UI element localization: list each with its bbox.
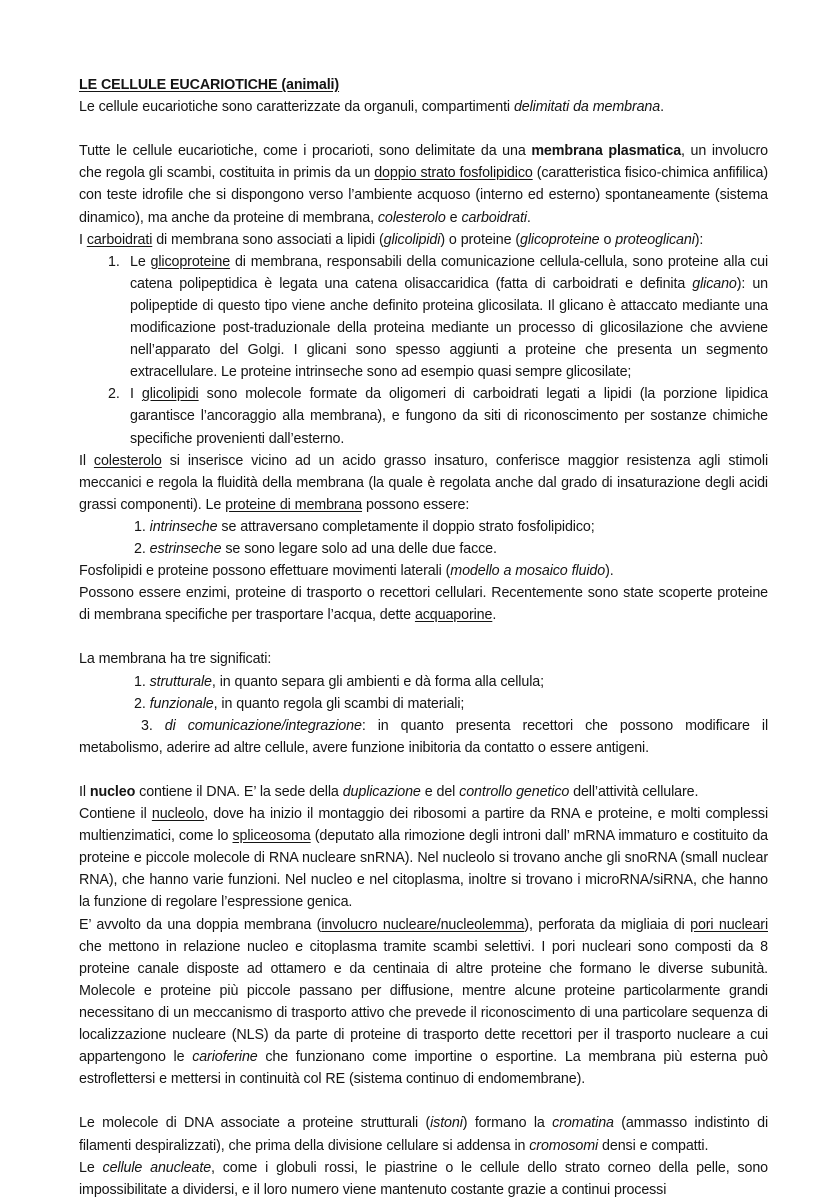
proteine-item-2-number: 2. (134, 540, 150, 557)
item1-text-b: di membrana, responsabili della comunicazione cellula-cellula, sono proteine alla cui catena polipeptidica è legata una catena olisaccaridica (fatta di carboidrati e definita (130, 253, 769, 292)
colesterolo-underline-term: colesterolo (93, 452, 162, 469)
membrana-underline-term: doppio strato fosfolipidico (374, 165, 533, 182)
nucleo-text-a: Il (79, 784, 90, 800)
cromatina-emphasis-cromosomi: cromosomi (529, 1137, 599, 1154)
page-title-text: LE CELLULE EUCARIOTICHE (animali) (79, 77, 340, 93)
significato-3-text: : in quanto presenta recettori che possono modificare il metabolismo, aderire ad altre cellule, avere funzione inibitoria da contatto o essere antigeni. (79, 717, 769, 756)
nucleo-text-b: contiene il DNA. E’ la sede della (135, 784, 343, 800)
cromatina-text-a: Le molecole di DNA associate a proteine strutturali ( (79, 1115, 431, 1132)
involucro-emphasis-carioferine: carioferine (192, 1049, 258, 1066)
cromatina-text-c: (ammasso indistinto di filamenti despiralizzati), che prima della divisione cellulare si addensa in (79, 1115, 768, 1154)
carboidrati-text-c: ) o proteine ( (440, 231, 520, 248)
fosfolipidi-text-a: Fosfolipidi e proteine possono effettuare movimenti laterali ( (79, 563, 451, 580)
paragraph-significati-head: La membrana ha tre significati: (79, 651, 272, 668)
membrana-text-c: (caratteristica fisico-chimica anfifilica) con teste idrofile che si dispongono verso l’ambiente acquoso (interno ed esterno) spontaneamente (sistema dinamico), ma anche da proteine di membrana, (79, 165, 768, 226)
paragraph-colesterolo (79, 450, 768, 516)
paragraph-nucleolo (79, 803, 768, 913)
list-carboidrati (79, 251, 768, 450)
pori-nucleari-underline-term: pori nucleari (690, 916, 768, 933)
carboidrati-text-a: I (79, 231, 87, 248)
item1-text-a: Le (130, 253, 151, 270)
item2-text-a: I (130, 386, 142, 403)
proteine-item-1-number: 1. (134, 518, 150, 535)
proteine-item-estrinseche (79, 538, 768, 560)
item1-emphasis-glicano: glicano (692, 275, 737, 292)
carboidrati-emphasis-glicoproteine: glicoproteine (520, 231, 600, 248)
cromatina-text-d: densi e compatti. (598, 1137, 709, 1154)
proteine-item-1-term: intrinseche (149, 518, 218, 535)
paragraph-cromatina (79, 1112, 768, 1156)
carboidrati-underline-term: carboidrati (86, 231, 153, 248)
colesterolo-text-b: si inserisce vicino ad un acido grasso insaturo, conferisce maggior resistenza agli stimoli meccanici e regola la fluidità della membrana (la quale è regolata anche dal grado di insaturazione degli acidi grassi componenti). Le (79, 452, 768, 513)
carboidrati-emphasis-glicolipidi: glicolipidi (383, 231, 441, 248)
significato-1-number: 1. (134, 673, 150, 690)
membrana-text-a: Tutte le cellule eucariotiche, come i procarioti, sono delimitate da una (79, 143, 532, 160)
significato-item-strutturale (79, 671, 768, 693)
carboidrati-text-e: ): (694, 231, 704, 248)
involucro-underline-term: involucro nucleare/nucleolemma (321, 916, 525, 933)
membrana-text-b: , un involucro che regola gli scambi, costituita in primis da un (79, 143, 768, 182)
membrana-text-e: . (526, 209, 531, 226)
significato-2-term: funzionale (149, 695, 214, 712)
paragraph-cellule-anucleate (79, 1157, 768, 1201)
enzimi-text-a: Possono essere enzimi, proteine di trasporto o recettori cellulari. Recentemente sono state scoperte proteine di membrana specifiche per trasportare l’acqua, dette (79, 585, 768, 624)
colesterolo-text-c: possono essere: (362, 496, 470, 513)
cromatina-emphasis-cromatina: cromatina (552, 1115, 614, 1132)
membrana-emphasis-colesterolo: colesterolo (377, 209, 446, 226)
paragraph-enzimi (79, 582, 768, 626)
item1-underline-term: glicoproteine (150, 253, 231, 270)
paragraph-spacer (79, 626, 768, 648)
nucleo-text-d: dell’attività cellulare. (569, 784, 699, 800)
paragraph-nucleo (79, 781, 768, 803)
nucleo-text-c: e del (420, 784, 460, 800)
fosfolipidi-emphasis-mosaico: modello a mosaico fluido (450, 563, 606, 580)
significato-item-funzionale (79, 693, 768, 715)
cromatina-text-b: ) formano la (462, 1115, 553, 1132)
significato-3-term: di comunicazione/integrazione (164, 717, 362, 734)
nucleo-emphasis-duplicazione: duplicazione (342, 784, 421, 800)
involucro-text-b: ), perforata da migliaia di (524, 916, 691, 933)
anucleate-text-a: Le (79, 1159, 103, 1176)
list-item (79, 383, 768, 449)
spliceosoma-underline-term: spliceosoma (232, 828, 311, 845)
membrana-text-d: e (445, 209, 462, 226)
significato-1-term: strutturale (149, 673, 212, 690)
carboidrati-text-b: di membrana sono associati a lipidi ( (152, 231, 384, 248)
document-body (79, 74, 768, 1201)
involucro-text-c: che mettono in relazione nucleo e citoplasma tramite scambi selettivi. I pori nucleari sono composti da 8 proteine canale disposte ad ottamero e da centinaia di altre proteine che formano le diverse subunità. Molecole e proteine più piccole passano per diffusione, mentre alcune proteine particolarmente grandi necessitano di un meccanismo di trasporto attivo che prevede il riconoscimento di una particolare sequenza di localizzazione nucleare (NLS) da parte di proteine di trasporto dette recettori per il trasporto nucleare a cui appartengono le (79, 938, 768, 1066)
paragraph-carboidrati (79, 229, 768, 251)
carboidrati-emphasis-proteoglicani: proteoglicani (615, 231, 695, 248)
involucro-text-a: E’ avvolto da una doppia membrana ( (79, 916, 322, 933)
significato-2-text: , in quanto regola gli scambi di materiali; (213, 695, 465, 712)
list-marker: 1. (108, 253, 120, 270)
significato-item-comunicazione (79, 715, 768, 759)
nucleolo-text-a: Contiene il (79, 806, 152, 823)
proteine-item-2-text: se sono legare solo ad una delle due facce. (221, 540, 497, 557)
paragraph-spacer (79, 759, 768, 781)
list-marker: 2. (108, 386, 120, 403)
involucro-text-d: che funzionano come importine o esportine. La membrana più esterna può estroflettersi e mettersi in continuità col RE (sistema continuo di endomembrane). (79, 1049, 768, 1088)
significato-1-text: , in quanto separa gli ambienti e dà forma alla cellula; (211, 673, 544, 690)
item1-text-c: ): un polipeptide di questo tipo viene anche definito proteina glicosilata. Il glicano è attaccato mediante una modificazione post-traduzionale della proteina mediante un processo di glicosilazione che avviene nell’apparato del Golgi. I glicani sono spesso aggiunti a proteine che presenta un segmento extracellulare. Le proteine intrinseche sono ad esempio quasi sempre glicosilate; (130, 275, 768, 381)
proteine-item-2-term: estrinseche (149, 540, 222, 557)
paragraph-spacer (79, 1090, 768, 1112)
nucleo-emphasis-controllo: controllo genetico (459, 784, 570, 800)
list-item (79, 251, 768, 384)
page-title (79, 74, 768, 96)
enzimi-underline-acquaporine: acquaporine (414, 607, 493, 624)
paragraph-fosfolipidi (79, 560, 768, 582)
proteine-item-intrinseche (79, 516, 768, 538)
fosfolipidi-text-b: ). (605, 563, 614, 580)
proteine-item-1-text: se attraversano completamente il doppio strato fosfolipidico; (217, 518, 595, 535)
anucleate-text-b: , come i globuli rossi, le piastrine o le cellule dello strato corneo della pelle, sono impossibilitate a dividersi, e il loro numero viene mantenuto costante grazie a continui processi (79, 1159, 768, 1198)
intro-emphasis: delimitati da membrana (513, 99, 661, 116)
nucleolo-text-b: , dove ha inizio il montaggio dei ribosomi a partire da RNA e proteine, e molti complessi multienzimatici, come lo (79, 806, 768, 845)
item2-underline-term: glicolipidi (141, 386, 199, 403)
colesterolo-text-a: Il (79, 452, 94, 469)
paragraph-intro (79, 96, 768, 118)
membrana-emphasis-carboidrati: carboidrati (461, 209, 527, 226)
intro-text-b: . (660, 99, 664, 116)
significato-3-number: 3. (141, 717, 165, 734)
nucleolo-underline-term: nucleolo (151, 806, 205, 823)
enzimi-text-b: . (492, 607, 497, 624)
cromatina-emphasis-istoni: istoni (430, 1115, 463, 1132)
proteine-membrana-underline-term: proteine di membrana (225, 496, 363, 513)
nucleo-bold-term: nucleo (89, 784, 136, 800)
paragraph-involucro-nucleare (79, 914, 768, 1091)
intro-text-a: Le cellule eucariotiche sono caratterizzate da organuli, compartimenti (79, 99, 514, 116)
paragraph-membrana-plasmatica (79, 140, 768, 228)
nucleolo-text-c: (deputato alla rimozione degli introni dall’ mRNA immaturo e costituito da proteine e piccole molecole di RNA nucleare snRNA). Nel nucleolo si trovano anche gli snoRNA (small nuclear RNA), che hanno varie funzioni. Nel nucleo e nel citoplasma, inoltre si trovano i microRNA/siRNA, che hanno la funzione di regolare l’espressione genica. (79, 828, 768, 911)
anucleate-emphasis-term: cellule anucleate (102, 1159, 212, 1176)
membrana-bold-term: membrana plasmatica (531, 143, 682, 160)
paragraph-spacer (79, 118, 768, 140)
carboidrati-text-d: o (599, 231, 616, 248)
item2-text-b: sono molecole formate da oligomeri di carboidrati legati a lipidi (la porzione lipidica garantisce l’ancoraggio alla membrana), e fungono da siti di riconoscimento per sostanze chimiche specifiche provenienti dall’esterno. (130, 386, 768, 447)
significato-2-number: 2. (134, 695, 150, 712)
